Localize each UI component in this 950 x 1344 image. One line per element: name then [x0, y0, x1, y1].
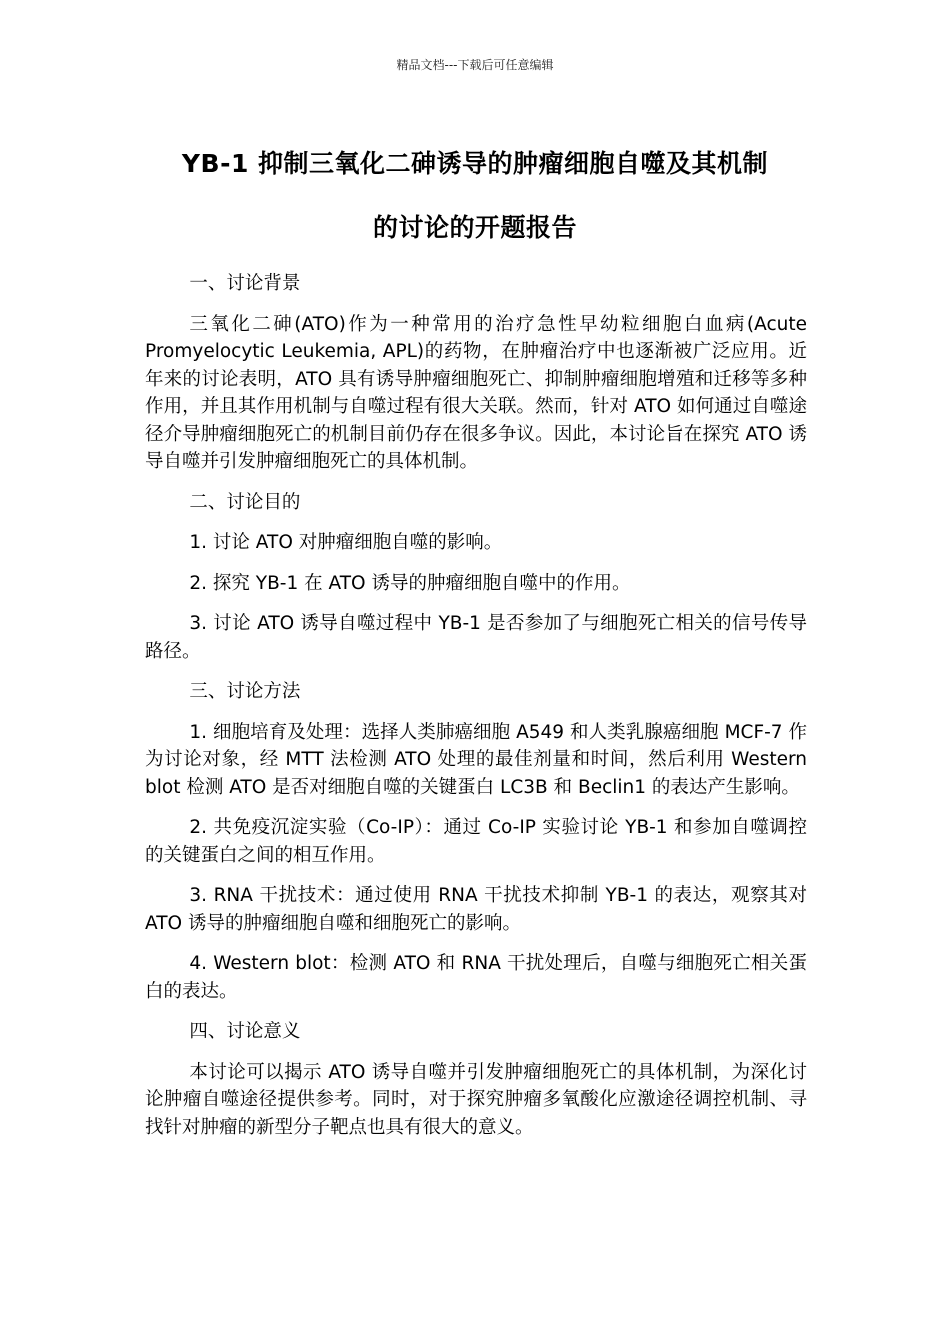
section-heading-background: 一、讨论背景 — [189, 273, 301, 294]
method-item-4: 4. Western blot：检测 ATO 和 RNA 干扰处理后，自噬与细胞死亡相关蛋白的表达。 — [145, 953, 807, 1002]
document-body — [145, 270, 807, 1154]
objective-item-1: 1. 讨论 ATO 对肿瘤细胞自噬的影响。 — [189, 532, 503, 553]
section-heading-significance: 四、讨论意义 — [189, 1021, 301, 1042]
title-line-1: YB-1 抑制三氧化二砷诱导的肿瘤细胞自噬及其机制 — [181, 149, 769, 178]
method-item-3: 3. RNA 干扰技术：通过使用 RNA 干扰技术抑制 YB-1 的表达，观察其对 ATO 诱导的肿瘤细胞自噬和细胞死亡的影响。 — [145, 885, 807, 934]
document-title — [120, 132, 830, 260]
method-item-2: 2. 共免疫沉淀实验（Co-IP）：通过 Co-IP 实验讨论 YB-1 和参加自噬调控的关键蛋白之间的相互作用。 — [145, 817, 807, 866]
title-line-2: 的讨论的开题报告 — [372, 213, 577, 242]
significance-paragraph: 本讨论可以揭示 ATO 诱导自噬并引发肿瘤细胞死亡的具体机制，为深化讨论肿瘤自噬途径提供参考。同时，对于探究肿瘤多氧酸化应激途径调控机制、寻找针对肿瘤的新型分子靶点也具有很大的意义。 — [145, 1061, 807, 1138]
method-item-1: 1. 细胞培育及处理：选择人类肺癌细胞 A549 和人类乳腺癌细胞 MCF-7 作为讨论对象，经 MTT 法检测 ATO 处理的最佳剂量和时间，然后利用 Western blot 检测 ATO 是否对细胞自噬的关键蛋白 LC3B 和 Beclin1 的表达产生影响。 — [145, 721, 807, 798]
objective-item-3: 3. 讨论 ATO 诱导自噬过程中 YB-1 是否参加了与细胞死亡相关的信号传导路径。 — [145, 613, 807, 662]
background-paragraph: 三氧化二砷(ATO)作为一种常用的治疗急性早幼粒细胞白血病(Acute Promyelocytic Leukemia, APL)的药物，在肿瘤治疗中也逐渐被广泛应用。近年来的讨论表明，ATO 具有诱导肿瘤细胞死亡、抑制肿瘤细胞增殖和迁移等多种作用，并且其作用机制与自噬过程有很大关联。然而，针对 ATO 如何通过自噬途径介导肿瘤细胞死亡的机制目前仍存在很多争议。因此，本讨论旨在探究 ATO 诱导自噬并引发肿瘤细胞死亡的具体机制。 — [145, 313, 807, 472]
objective-item-2: 2. 探究 YB-1 在 ATO 诱导的肿瘤细胞自噬中的作用。 — [189, 572, 631, 594]
header-note: 精品文档---下载后可任意编辑 — [396, 58, 554, 72]
section-heading-methods: 三、讨论方法 — [189, 681, 301, 702]
section-heading-objectives: 二、讨论目的 — [189, 491, 301, 513]
